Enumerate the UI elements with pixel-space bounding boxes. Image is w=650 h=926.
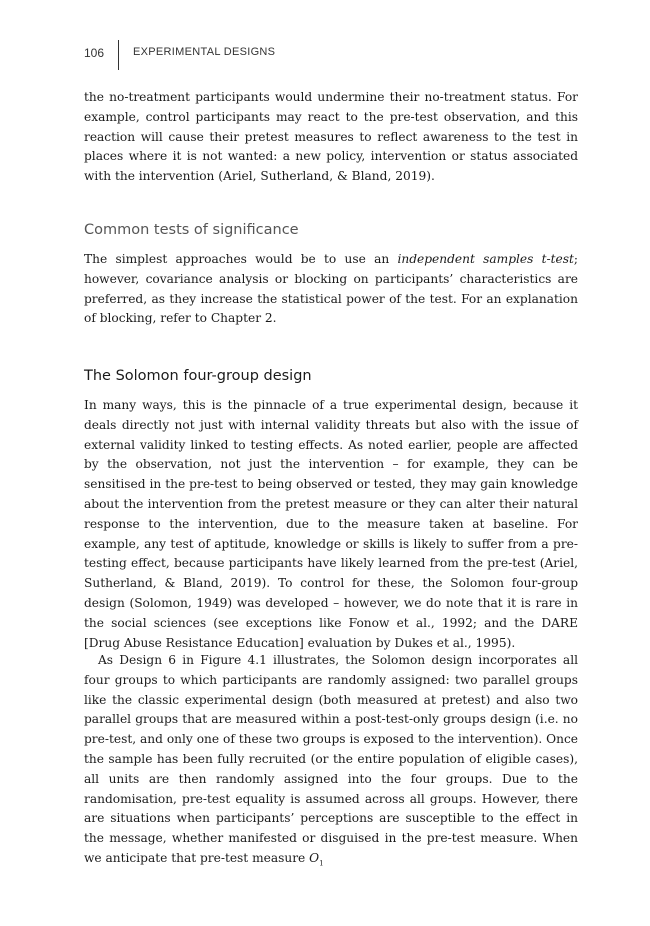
significance-text-start: The simplest approaches would be to use an xyxy=(84,252,398,266)
section-heading-significance: Common tests of significance xyxy=(84,222,299,238)
page-number: 106 xyxy=(84,46,105,60)
significance-text-end: ; however, covariance analysis or blocking on participants’ characteristics are preferred, as they increase the statistical power of the test. For an explanation of blocking, refer to Chapter 2. xyxy=(84,252,578,326)
solomon-paragraph-1: In many ways, this is the pinnacle of a true experimental design, because it deals directly not just with internal validity threats but also with the issue of external validity linked to testing effects. As noted earlier, people are affected by the observation, not just the intervention – for example, they can be sensitised in the pre-test to being observed or tested, they may gain knowledge about the intervention from the pretest measure or they can alter their natural response to the intervention, due to the measure taken at baseline. For example, any test of aptitude, knowledge or skills is likely to suffer from a pre-testing effect, because participants have likely learned from the pre-test (Ariel, Sutherland, & Bland, 2019). To control for these, the Solomon four-group design (Solomon, 1949) was developed – however, we do note that it is rare in the social sciences (see exceptions like Fonow et al., 1992; and the DARE [Drug Abuse Resistance Education] evaluation by Dukes et al., 1995). xyxy=(84,398,578,650)
measure-subscript: 1 xyxy=(319,859,324,868)
section-heading-solomon: The Solomon four-group design xyxy=(84,368,312,384)
chapter-title: EXPERIMENTAL DESIGNS xyxy=(133,46,276,58)
continuation-paragraph: the no-treatment participants would undermine their no-treatment status. For example, control participants may react to the pre-test observation, and this reaction will cause their pretest measures to reflect awareness to the test in places where it is not wanted: a new policy, intervention or status associated with the intervention (Ariel, Sutherland, & Bland, 2019). xyxy=(84,90,578,184)
significance-italic-term: independent samples t-test xyxy=(397,252,574,266)
running-head xyxy=(84,40,584,70)
solomon-paragraph-2 xyxy=(84,651,578,869)
significance-paragraph xyxy=(84,250,578,329)
measure-symbol: O xyxy=(309,850,320,865)
header-divider xyxy=(118,40,119,70)
solomon-paragraph-2-text: As Design 6 in Figure 4.1 illustrates, the Solomon design incorporates all four groups to which participants are randomly assigned: two parallel groups like the classic experimental design (both measured at pretest) and also two parallel groups that are measured within a post-test-only groups design (i.e. no pre-test, and only one of these two groups is exposed to the intervention). Once the sample has been fully recruited (or the entire population of eligible cases), all units are then randomly assigned into the four groups. Due to the randomisation, pre-test equality is assumed across all groups. However, there are situations when participants’ perceptions are susceptible to the effect in the message, whether manifested or disguised in the pre-test measure. When we anticipate that pre-test measure xyxy=(84,653,578,865)
